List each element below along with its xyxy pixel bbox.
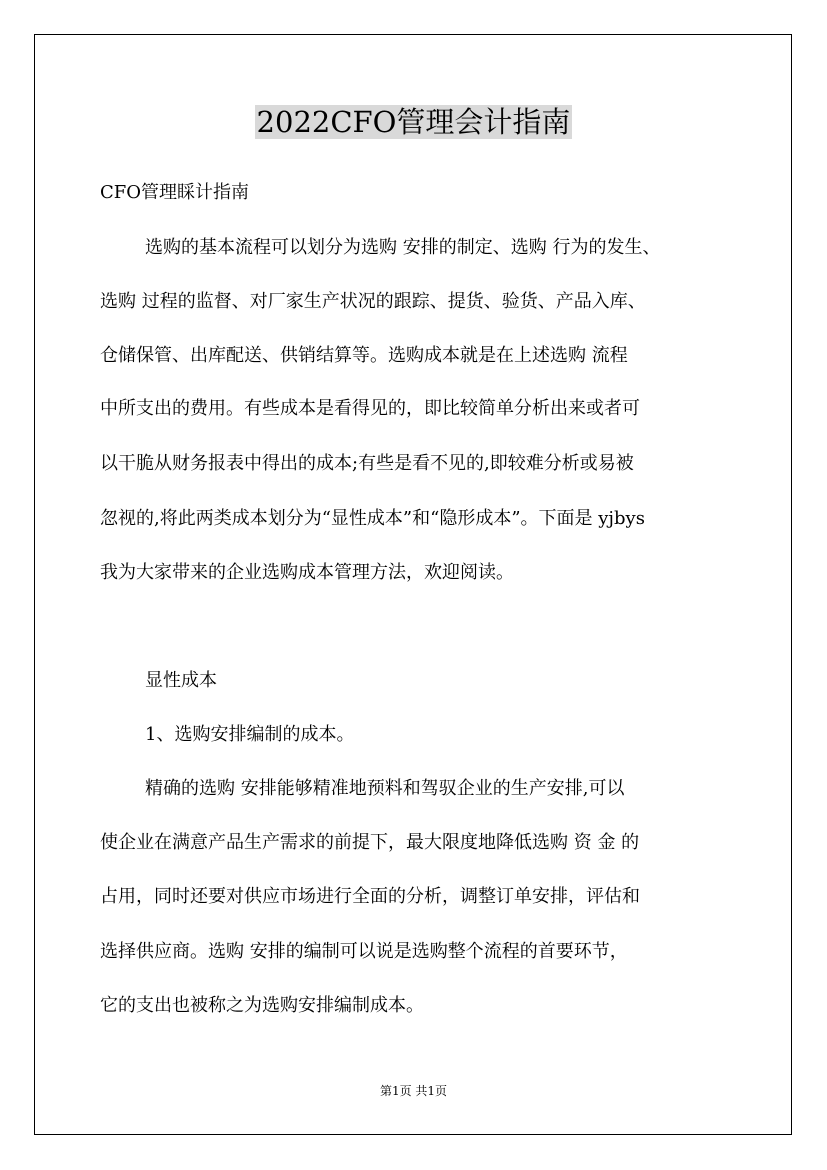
- paragraph-line: 仓储保管、出库配送、供销结算等。选购成本就是在上述选购 流程: [100, 345, 628, 366]
- document-subtitle: CFO管理睬计指南: [100, 182, 250, 203]
- document-title: 2022CFO管理会计指南: [256, 105, 571, 139]
- paragraph-line: 占用，同时还要对供应市场进行全面的分析，调整订单安排，评估和: [100, 886, 640, 907]
- paragraph-line: 中所支出的费用。有些成本是看得见的，即比较简单分析出来或者可: [100, 398, 640, 419]
- paragraph-line: 以干脆从财务报表中得出的成本;有些是看不见的,即较难分析或易被: [100, 453, 634, 474]
- paragraph-line: 选购的基本流程可以划分为选购 安排的制定、选购 行为的发生、: [145, 237, 661, 258]
- paragraph-line: 忽视的,将此两类成本划分为“显性成本”和“隐形成本”。下面是 yjbys: [100, 508, 645, 529]
- paragraph-line: 它的支出也被称之为选购安排编制成本。: [100, 995, 424, 1016]
- paragraph-line: 精确的选购 安排能够精准地预料和驾驭企业的生产安排,可以: [145, 778, 625, 799]
- list-item-heading: 1、选购安排编制的成本。: [145, 724, 355, 745]
- paragraph-line: 选购 过程的监督、对厂家生产状况的跟踪、提货、验货、产品入库、: [100, 291, 646, 312]
- page-number: 第1页 共1页: [379, 1084, 448, 1098]
- paragraph-line: 选择供应商。选购 安排的编制可以说是选购整个流程的首要环节，: [100, 941, 628, 962]
- section-heading: 显性成本: [145, 670, 217, 691]
- paragraph-line: 我为大家带来的企业选购成本管理方法，欢迎阅读。: [100, 562, 514, 583]
- paragraph-line: 使企业在满意产品生产需求的前提下，最大限度地降低选购 资 金 的: [100, 832, 640, 853]
